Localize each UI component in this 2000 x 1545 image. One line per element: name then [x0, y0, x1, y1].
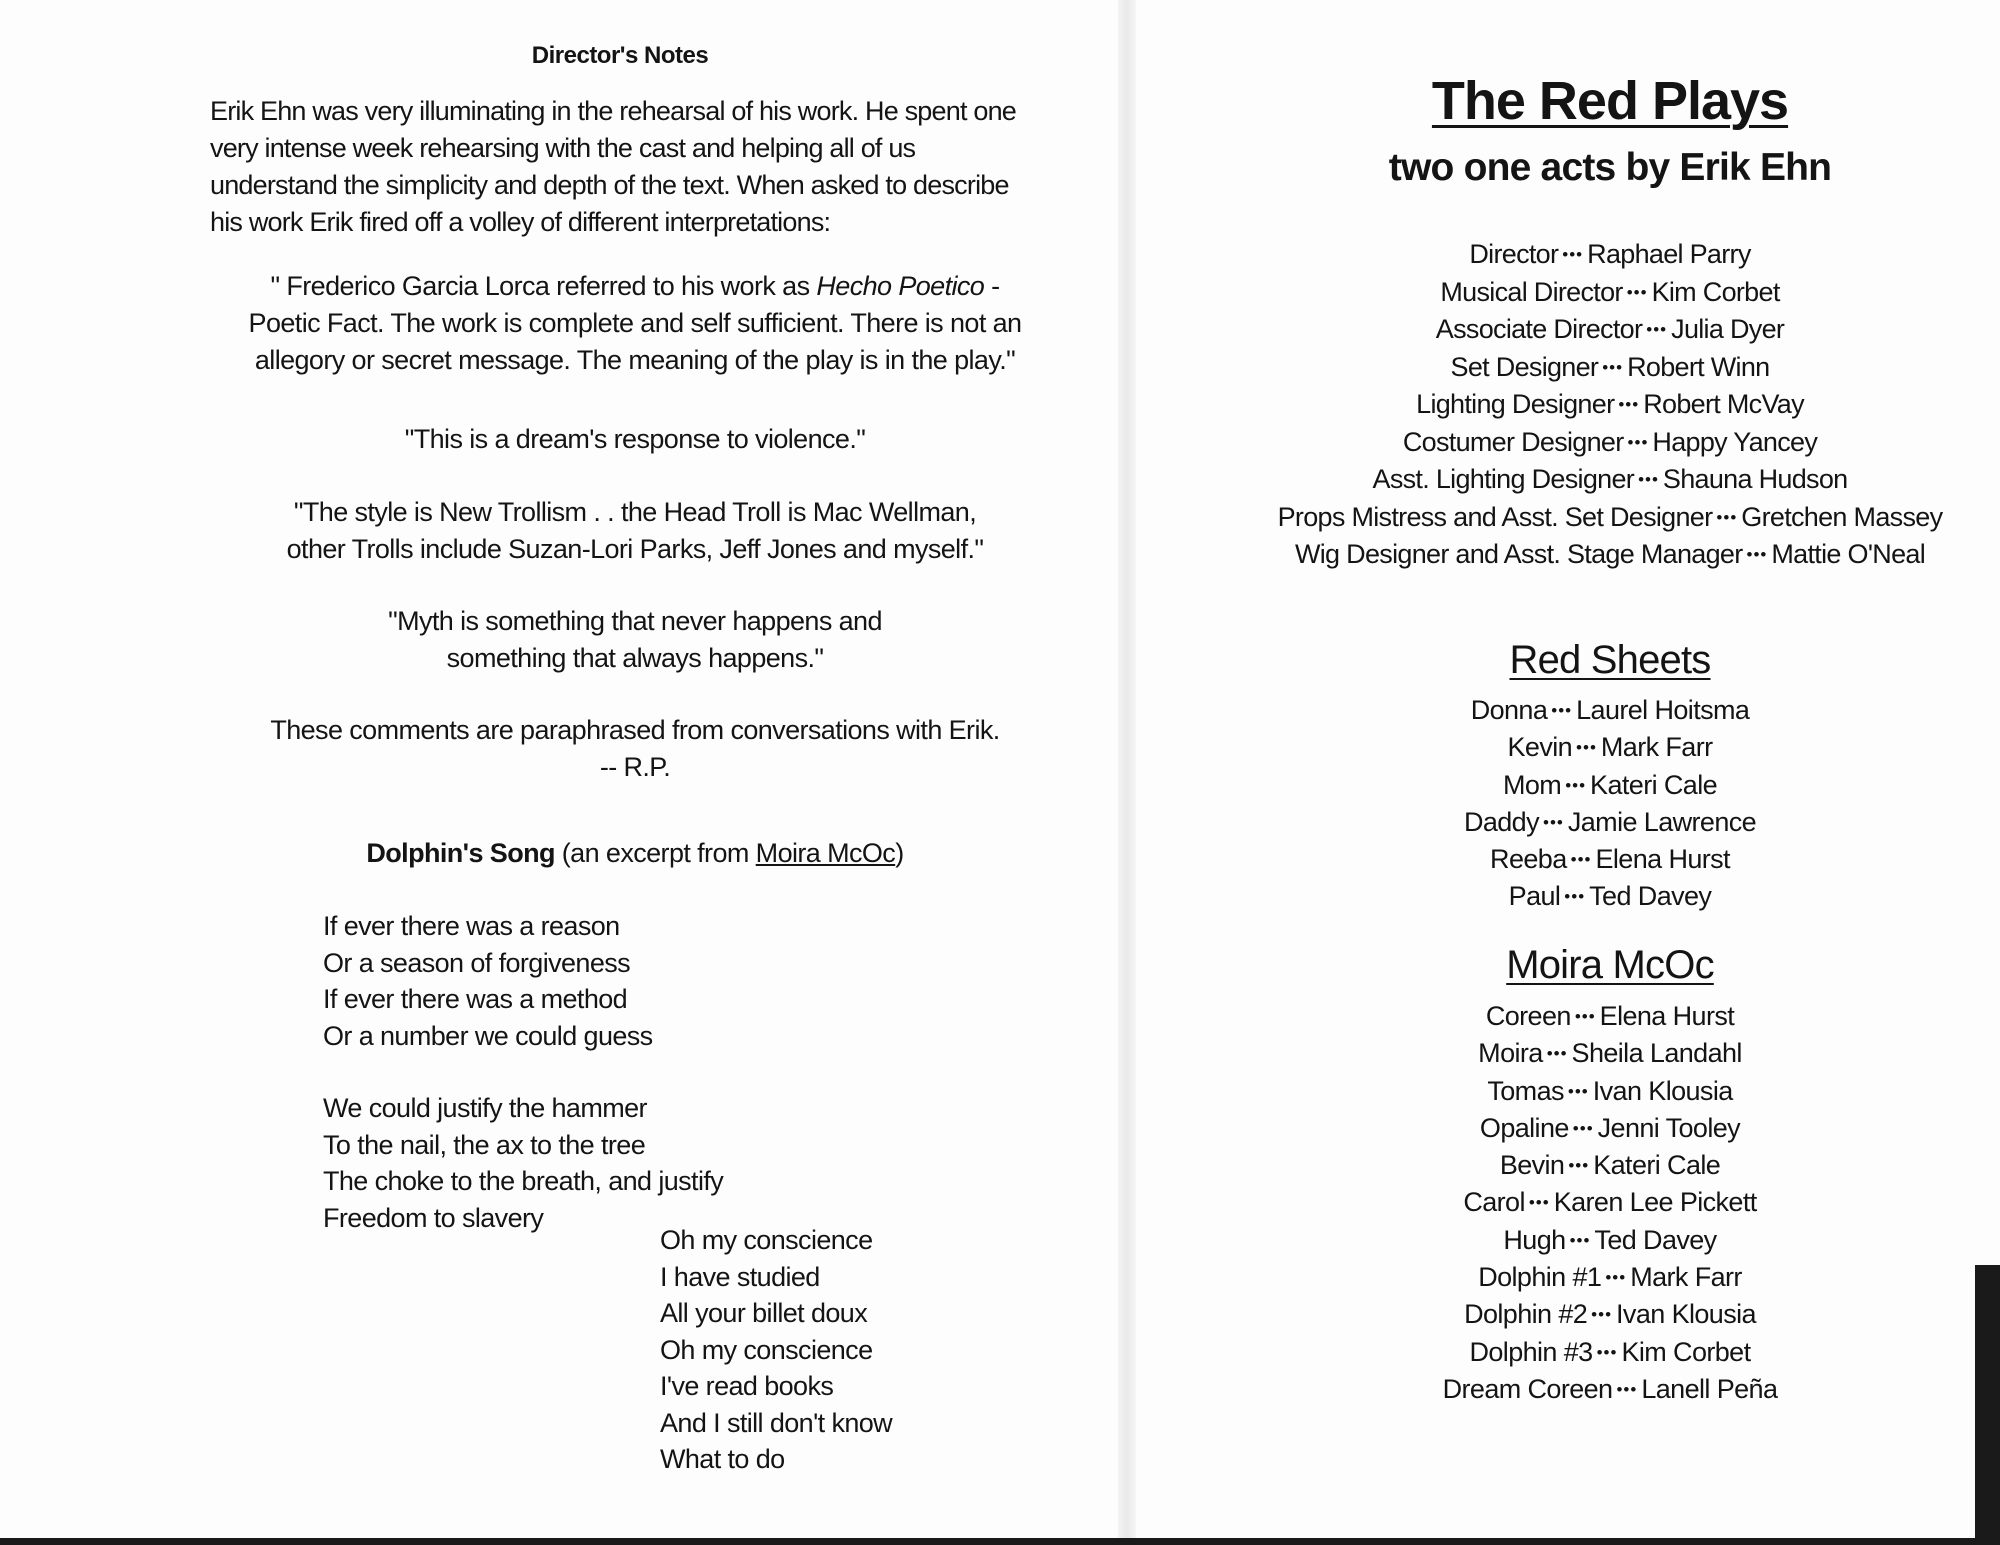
separator-dots: •••: [1546, 1044, 1568, 1064]
scan-edge-right: [1975, 1265, 2000, 1545]
role-label: Director: [1469, 239, 1559, 269]
person-name: Mark Farr: [1630, 1262, 1742, 1293]
person-name: Julia Dyer: [1671, 314, 1785, 344]
separator-dots: •••: [1638, 470, 1659, 489]
role-label: Set Designer: [1450, 351, 1599, 382]
separator-dots: •••: [1602, 357, 1624, 377]
cast-row: [1250, 767, 1970, 804]
verse-line: I've read books: [660, 1371, 834, 1401]
scan-edge-bottom: [0, 1538, 2000, 1545]
role-label: Props Mistress and Asst. Set Designer: [1277, 501, 1713, 532]
person-name: Elena Hurst: [1599, 1001, 1735, 1031]
role-label: Moira: [1478, 1038, 1543, 1069]
separator-dots: •••: [1567, 1081, 1589, 1101]
intro-line: his work Erik fired off a volley of different interpretations:: [210, 207, 831, 237]
cast-row: [1250, 1371, 1970, 1408]
moira-mcoc-title: Moira McOc: [1506, 943, 1714, 987]
cast-row: [1250, 1259, 1970, 1296]
role-label: Paul: [1508, 881, 1561, 912]
role-label: Reeba: [1490, 844, 1567, 875]
person-name: Jamie Lawrence: [1567, 806, 1757, 837]
role-label: Dolphin #1: [1478, 1262, 1602, 1293]
verse-line: Or a season of forgiveness: [323, 947, 631, 978]
subtitle: two one acts by Erik Ehn: [1388, 146, 1832, 189]
separator-dots: •••: [1616, 1379, 1638, 1399]
separator-dots: •••: [1576, 738, 1597, 758]
cast-row: [1250, 1110, 1970, 1147]
person-name: Sheila Landahl: [1571, 1038, 1742, 1069]
person-name: Gretchen Massey: [1741, 501, 1943, 532]
song-source-prefix: (an excerpt from: [554, 838, 756, 868]
credit-row: [1210, 536, 2000, 574]
verse-line: To the nail, the ax to the tree: [323, 1129, 646, 1160]
cast-row: [1250, 841, 1970, 878]
person-name: Laurel Hoitsma: [1576, 695, 1750, 725]
separator-dots: •••: [1626, 282, 1648, 302]
person-name: Lanell Peña: [1641, 1373, 1778, 1404]
verse-line: And I still don't know: [660, 1407, 893, 1438]
role-label: Associate Director: [1435, 314, 1643, 344]
separator-dots: •••: [1605, 1268, 1627, 1288]
intro-line: Erik Ehn was very illuminating in the rehearsal of his work. He spent one: [210, 96, 1017, 126]
song-source: Moira McOc: [755, 838, 896, 868]
role-label: Opaline: [1479, 1112, 1569, 1143]
cast-row: [1250, 1184, 1970, 1221]
lorca-quote: [170, 268, 1100, 379]
role-label: Daddy: [1463, 806, 1539, 837]
person-name: Raphael Parry: [1587, 239, 1751, 269]
cast-row: [1250, 878, 1970, 915]
role-label: Mom: [1502, 769, 1562, 800]
verse-line: What to do: [660, 1444, 785, 1474]
role-label: Coreen: [1485, 1001, 1571, 1031]
quote-line: "Myth is something that never happens and: [388, 606, 882, 636]
person-name: Robert Winn: [1627, 351, 1770, 382]
separator-dots: •••: [1562, 245, 1584, 264]
separator-dots: •••: [1528, 1193, 1550, 1213]
credit-row: [1210, 274, 2000, 312]
role-label: Asst. Lighting Designer: [1372, 464, 1635, 494]
separator-dots: •••: [1569, 1230, 1591, 1250]
verse-line: If ever there was a method: [323, 984, 628, 1014]
separator-dots: •••: [1746, 545, 1768, 564]
cast-row: [1250, 804, 1970, 841]
moira-mcoc-cast: [1250, 998, 1970, 1408]
separator-dots: •••: [1570, 850, 1592, 870]
person-name: Jenni Tooley: [1597, 1112, 1741, 1143]
verse-2: [323, 1090, 723, 1236]
intro-paragraph: [210, 93, 1040, 241]
separator-dots: •••: [1551, 701, 1573, 720]
quote-line: other Trolls include Suzan-Lori Parks, Jeff Jones and myself.": [286, 534, 984, 564]
credit-row: [1210, 499, 2000, 537]
quote-line: Poetic Fact. The work is complete and self sufficient. There is not an: [248, 308, 1022, 338]
verse-line: Freedom to slavery: [323, 1202, 544, 1233]
credit-row: [1210, 236, 2000, 274]
paraphrase-note: [170, 712, 1100, 786]
separator-dots: •••: [1568, 1156, 1590, 1176]
role-label: Dolphin #2: [1464, 1299, 1588, 1330]
separator-dots: •••: [1572, 1118, 1594, 1138]
credit-row: [1210, 386, 2000, 424]
quote-line: "The style is New Trollism . . the Head Troll is Mac Wellman,: [293, 497, 977, 527]
cast-row: [1250, 1334, 1970, 1371]
red-sheets-cast: [1250, 692, 1970, 916]
cast-row: [1250, 998, 1970, 1035]
quote-text: " Frederico Garcia Lorca referred to his work as: [270, 271, 817, 301]
person-name: Mark Farr: [1600, 732, 1713, 763]
cast-row: [1250, 1147, 1970, 1184]
verse-line: The choke to the breath, and justify: [323, 1166, 724, 1196]
person-name: Ted Davey: [1594, 1224, 1717, 1255]
role-label: Musical Director: [1440, 276, 1623, 307]
role-label: Dream Coreen: [1442, 1373, 1613, 1404]
separator-dots: •••: [1574, 1007, 1596, 1026]
person-name: Shauna Hudson: [1662, 464, 1848, 494]
verse-3: [660, 1222, 892, 1478]
red-sheets-title: Red Sheets: [1509, 638, 1711, 682]
separator-dots: •••: [1646, 320, 1668, 339]
role-label: Carol: [1463, 1187, 1525, 1218]
separator-dots: •••: [1565, 775, 1587, 795]
person-name: Kateri Cale: [1593, 1150, 1721, 1181]
verse-line: If ever there was a reason: [323, 911, 620, 941]
separator-dots: •••: [1716, 507, 1738, 527]
trollism-quote: [170, 494, 1100, 568]
cast-row: [1250, 1035, 1970, 1072]
cast-row: [1250, 1296, 1970, 1333]
credit-row: [1210, 349, 2000, 387]
role-label: Kevin: [1507, 732, 1573, 763]
verse-line: Oh my conscience: [660, 1225, 873, 1255]
person-name: Happy Yancey: [1652, 426, 1818, 457]
verse-line: All your billet doux: [660, 1298, 868, 1328]
role-label: Lighting Designer: [1416, 389, 1615, 419]
role-label: Tomas: [1487, 1075, 1564, 1106]
hecho-poetico-italic: Hecho Poetico: [816, 271, 985, 301]
production-credits: [1210, 236, 2000, 574]
separator-dots: •••: [1618, 395, 1640, 414]
separator-dots: •••: [1591, 1305, 1613, 1325]
role-label: Bevin: [1499, 1150, 1565, 1181]
quote-text: -: [984, 271, 1000, 301]
dolphins-song-title: [170, 838, 1100, 869]
credit-row: [1210, 311, 2000, 349]
person-name: Ivan Klousia: [1616, 1299, 1756, 1330]
person-name: Elena Hurst: [1595, 844, 1730, 875]
person-name: Ted Davey: [1589, 881, 1712, 912]
credit-row: [1210, 424, 2000, 462]
song-name: Dolphin's Song: [366, 838, 555, 868]
verse-1: [323, 908, 653, 1054]
myth-quote: [170, 603, 1100, 677]
verse-line: I have studied: [660, 1261, 820, 1292]
page-fold: [1118, 0, 1136, 1545]
directors-notes-heading: Director's Notes: [531, 42, 709, 69]
intro-line: very intense week rehearsing with the cast and helping all of us: [210, 133, 916, 163]
separator-dots: •••: [1596, 1342, 1618, 1362]
verse-line: Oh my conscience: [660, 1334, 873, 1365]
dream-quote: "This is a dream's response to violence.": [404, 424, 866, 454]
verse-line: Or a number we could guess: [323, 1020, 653, 1051]
cast-row: [1250, 1073, 1970, 1110]
person-name: Karen Lee Pickett: [1553, 1187, 1757, 1218]
quote-line: [170, 268, 1100, 305]
person-name: Ivan Klousia: [1592, 1075, 1733, 1106]
the-red-plays-title: The Red Plays: [1431, 71, 1789, 131]
person-name: Robert McVay: [1643, 389, 1804, 419]
separator-dots: •••: [1627, 432, 1649, 452]
separator-dots: •••: [1543, 812, 1564, 832]
verse-line: We could justify the hammer: [323, 1093, 647, 1123]
role-label: Costumer Designer: [1402, 426, 1624, 457]
song-source-suffix: ): [895, 838, 904, 868]
quote-line: These comments are paraphrased from conversations with Erik.: [270, 715, 1000, 745]
person-name: Kim Corbet: [1621, 1336, 1751, 1367]
signature-initials: -- R.P.: [599, 752, 671, 782]
role-label: Dolphin #3: [1469, 1336, 1593, 1367]
credit-row: [1210, 461, 2000, 499]
role-label: Donna: [1470, 695, 1548, 725]
person-name: Mattie O'Neal: [1771, 539, 1926, 569]
person-name: Kateri Cale: [1590, 769, 1718, 800]
quote-line: something that always happens.": [446, 643, 824, 673]
cast-row: [1250, 729, 1970, 766]
role-label: Wig Designer and Asst. Stage Manager: [1294, 539, 1743, 569]
cast-row: [1250, 1222, 1970, 1259]
intro-line: understand the simplicity and depth of the text. When asked to describe: [210, 170, 1009, 200]
person-name: Kim Corbet: [1651, 276, 1780, 307]
separator-dots: •••: [1564, 887, 1586, 907]
role-label: Hugh: [1503, 1224, 1566, 1255]
cast-row: [1250, 692, 1970, 729]
quote-line: allegory or secret message. The meaning of the play is in the play.": [254, 345, 1016, 375]
